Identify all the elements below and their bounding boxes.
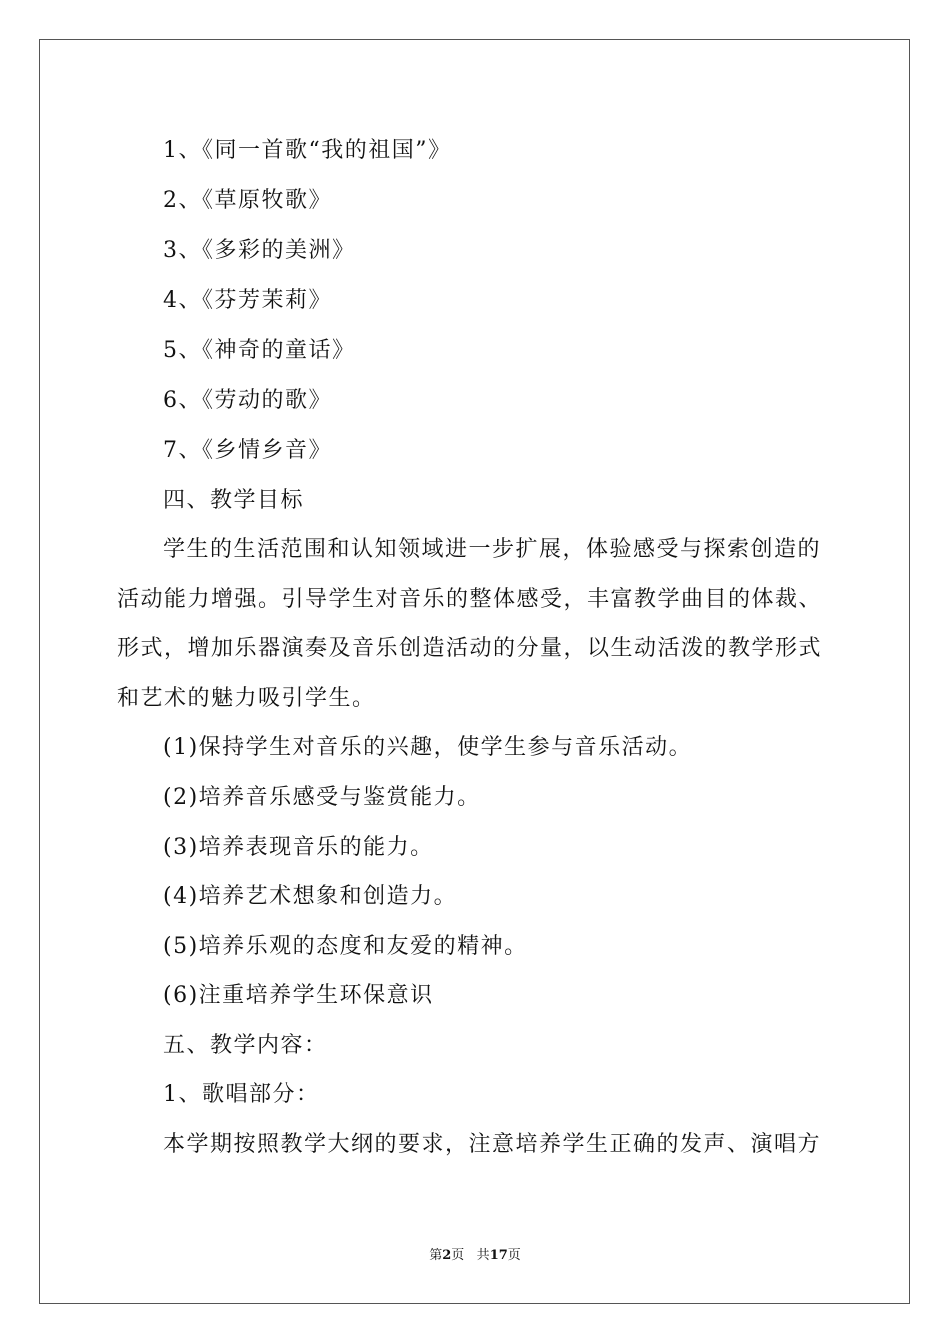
list-item-1: 1、《同一首歌“我的祖国”》 (163, 138, 452, 163)
list-item-5: 5、《神奇的童话》 (163, 338, 356, 363)
goal-item-2: (2)培养音乐感受与鉴赏能力。 (163, 785, 481, 810)
list-item-3: 3、《多彩的美洲》 (163, 238, 356, 263)
subsection-heading-singing: 1、歌唱部分： (163, 1082, 320, 1107)
page-footer (0, 1247, 950, 1265)
goal-item-3: (3)培养表现音乐的能力。 (163, 835, 434, 860)
footer-total-suffix: 页 (507, 1248, 521, 1263)
footer-page-prefix: 第 (429, 1248, 443, 1263)
paragraph-line-1: 学生的生活范围和认知领域进一步扩展，体验感受与探索创造的 (163, 537, 822, 562)
section-heading-goals: 四、教学目标 (163, 488, 305, 513)
list-item-2: 2、《草原牧歌》 (163, 188, 332, 213)
paragraph-line-4: 和艺术的魅力吸引学生。 (117, 686, 376, 711)
singing-paragraph-line: 本学期按照教学大纲的要求，注意培养学生正确的发声、演唱方 (163, 1132, 822, 1157)
paragraph-line-2: 活动能力增强。引导学生对音乐的整体感受，丰富教学曲目的体裁、 (117, 587, 823, 612)
goal-item-6: (6)注重培养学生环保意识 (163, 983, 434, 1008)
list-item-7: 7、《乡情乡音》 (163, 438, 332, 463)
page-border (39, 39, 910, 1304)
goal-item-5: (5)培养乐观的态度和友爱的精神。 (163, 934, 528, 959)
footer-total-prefix: 共 (476, 1248, 490, 1263)
goal-item-1: (1)保持学生对音乐的兴趣，使学生参与音乐活动。 (163, 735, 693, 760)
footer-total-pages: 17 (489, 1248, 508, 1263)
goal-item-4: (4)培养艺术想象和创造力。 (163, 884, 458, 909)
footer-page-suffix: 页 (451, 1248, 465, 1263)
list-item-6: 6、《劳动的歌》 (163, 388, 332, 413)
paragraph-line-3: 形式，增加乐器演奏及音乐创造活动的分量，以生动活泼的教学形式 (117, 636, 823, 661)
list-item-4: 4、《芬芳茉莉》 (163, 288, 332, 313)
footer-page-number: 2 (442, 1248, 452, 1263)
section-heading-content: 五、教学内容： (163, 1033, 328, 1058)
